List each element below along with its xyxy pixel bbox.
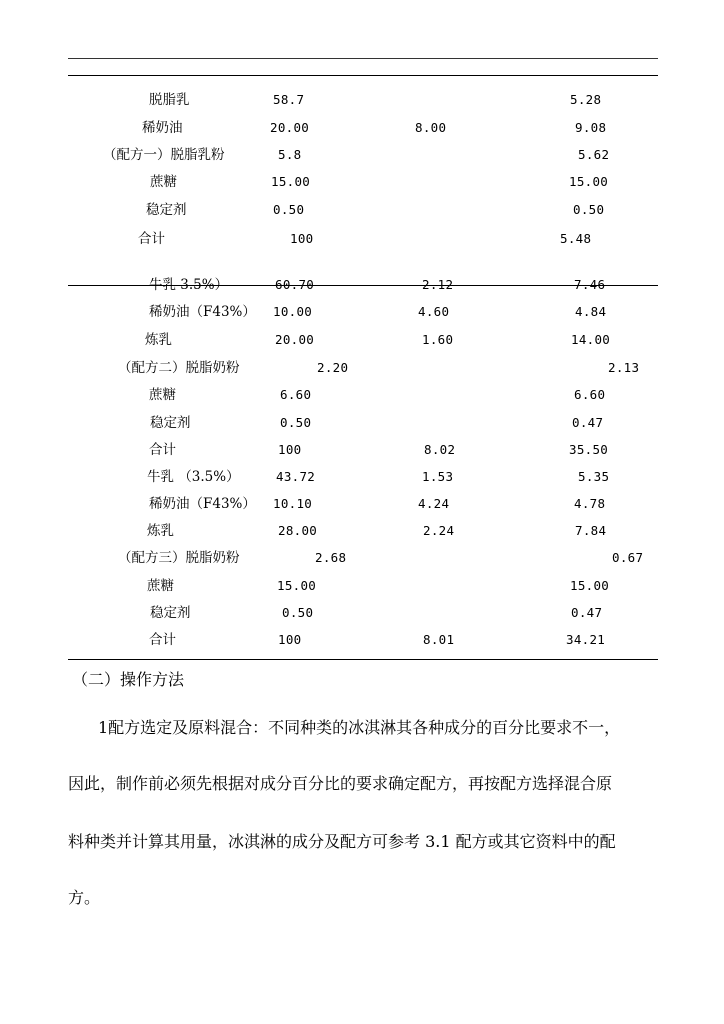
value-col-3: 0.47 [571,605,603,620]
table-row [0,330,724,350]
value-col-2: 2.12 [422,277,454,292]
value-col-3: 0.67 [612,550,644,565]
value-col-1: 100 [278,442,302,457]
value-col-1: 0.50 [282,605,314,620]
page-header-rule [68,58,658,59]
value-col-3: 2.13 [608,360,640,375]
table-bottom-rule [68,659,658,660]
value-col-3: 4.84 [575,304,607,319]
value-col-2: 8.02 [424,442,456,457]
table-row [0,385,724,405]
value-col-3: 9.08 [575,120,607,135]
value-col-3: 4.78 [574,496,606,511]
ingredient-name: 合计 [149,442,176,458]
ingredient-name: 炼乳 [147,523,174,539]
paragraph-line-4: 方。 [68,888,101,907]
table-row [0,200,724,220]
table-row [0,440,724,460]
ingredient-name: 稀奶油 [142,120,183,136]
table-row [0,275,724,295]
ingredient-name: （配方二）脱脂奶粉 [118,360,240,376]
table-row [0,172,724,192]
ingredient-name: 稀奶油（F43%） [149,496,256,512]
paragraph-line-3: 料种类并计算其用量，冰淇淋的成分及配方可参考 3.1 配方或其它资料中的配 [68,832,616,851]
ingredient-name: 合计 [149,632,176,648]
value-col-2: 4.24 [418,496,450,511]
value-col-2: 2.24 [423,523,455,538]
value-col-3: 5.48 [560,231,592,246]
table-top-rule [68,75,658,76]
value-col-1: 15.00 [277,578,317,593]
ingredient-name: 稳定剂 [150,415,191,431]
value-col-3: 0.50 [573,202,605,217]
value-col-1: 10.10 [273,496,313,511]
value-col-3: 6.60 [574,387,606,402]
ingredient-name: 稳定剂 [146,202,187,218]
value-col-1: 28.00 [278,523,318,538]
value-col-1: 2.68 [315,550,347,565]
table-row [0,229,724,249]
value-col-3: 7.46 [574,277,606,292]
value-col-3: 15.00 [570,578,610,593]
value-col-3: 5.28 [570,92,602,107]
table-row [0,302,724,322]
value-col-1: 100 [278,632,302,647]
value-col-1: 20.00 [270,120,310,135]
value-col-3: 14.00 [571,332,611,347]
table-row [0,145,724,165]
ingredient-name: （配方三）脱脂奶粉 [118,550,240,566]
ingredient-name: 蔗糖 [150,174,177,190]
section-title: （二）操作方法 [72,670,185,689]
value-col-3: 35.50 [569,442,609,457]
value-col-3: 5.35 [578,469,610,484]
table-row [0,413,724,433]
value-col-1: 20.00 [275,332,315,347]
value-col-2: 4.60 [418,304,450,319]
table-row [0,521,724,541]
ingredient-name: 牛乳 （3.5%） [147,469,240,485]
value-col-1: 2.20 [317,360,349,375]
value-col-1: 100 [290,231,314,246]
value-col-3: 5.62 [578,147,610,162]
table-row [0,630,724,650]
value-col-1: 43.72 [276,469,316,484]
value-col-2: 8.01 [423,632,455,647]
table-row [0,494,724,514]
value-col-1: 58.7 [273,92,305,107]
value-col-1: 60.70 [275,277,315,292]
ingredient-name: 炼乳 [145,332,172,348]
value-col-2: 1.53 [422,469,454,484]
table-row [0,467,724,487]
table-row [0,548,724,568]
table-row [0,576,724,596]
ingredient-name: 合计 [138,231,165,247]
paragraph-line-2: 因此，制作前必须先根据对成分百分比的要求确定配方，再按配方选择混合原 [68,774,613,793]
value-col-3: 15.00 [569,174,609,189]
value-col-3: 7.84 [575,523,607,538]
value-col-1: 15.00 [271,174,311,189]
value-col-1: 0.50 [273,202,305,217]
paragraph-line-1: 1配方选定及原料混合：不同种类的冰淇淋其各种成分的百分比要求不一， [98,718,621,737]
ingredient-name: 脱脂乳 [149,92,190,108]
value-col-1: 0.50 [280,415,312,430]
ingredient-name: 蔗糖 [147,578,174,594]
table-row [0,118,724,138]
value-col-3: 34.21 [566,632,606,647]
ingredient-name: 牛乳 3.5%） [149,277,229,293]
table-row [0,90,724,110]
value-col-1: 10.00 [273,304,313,319]
value-col-1: 6.60 [280,387,312,402]
value-col-1: 5.8 [278,147,302,162]
value-col-2: 1.60 [422,332,454,347]
value-col-2: 8.00 [415,120,447,135]
value-col-3: 0.47 [572,415,604,430]
ingredient-name: 稀奶油（F43%） [149,304,256,320]
table-row [0,603,724,623]
ingredient-name: 稳定剂 [150,605,191,621]
ingredient-name: 蔗糖 [149,387,176,403]
ingredient-name: （配方一）脱脂乳粉 [103,147,225,163]
table-row [0,358,724,378]
